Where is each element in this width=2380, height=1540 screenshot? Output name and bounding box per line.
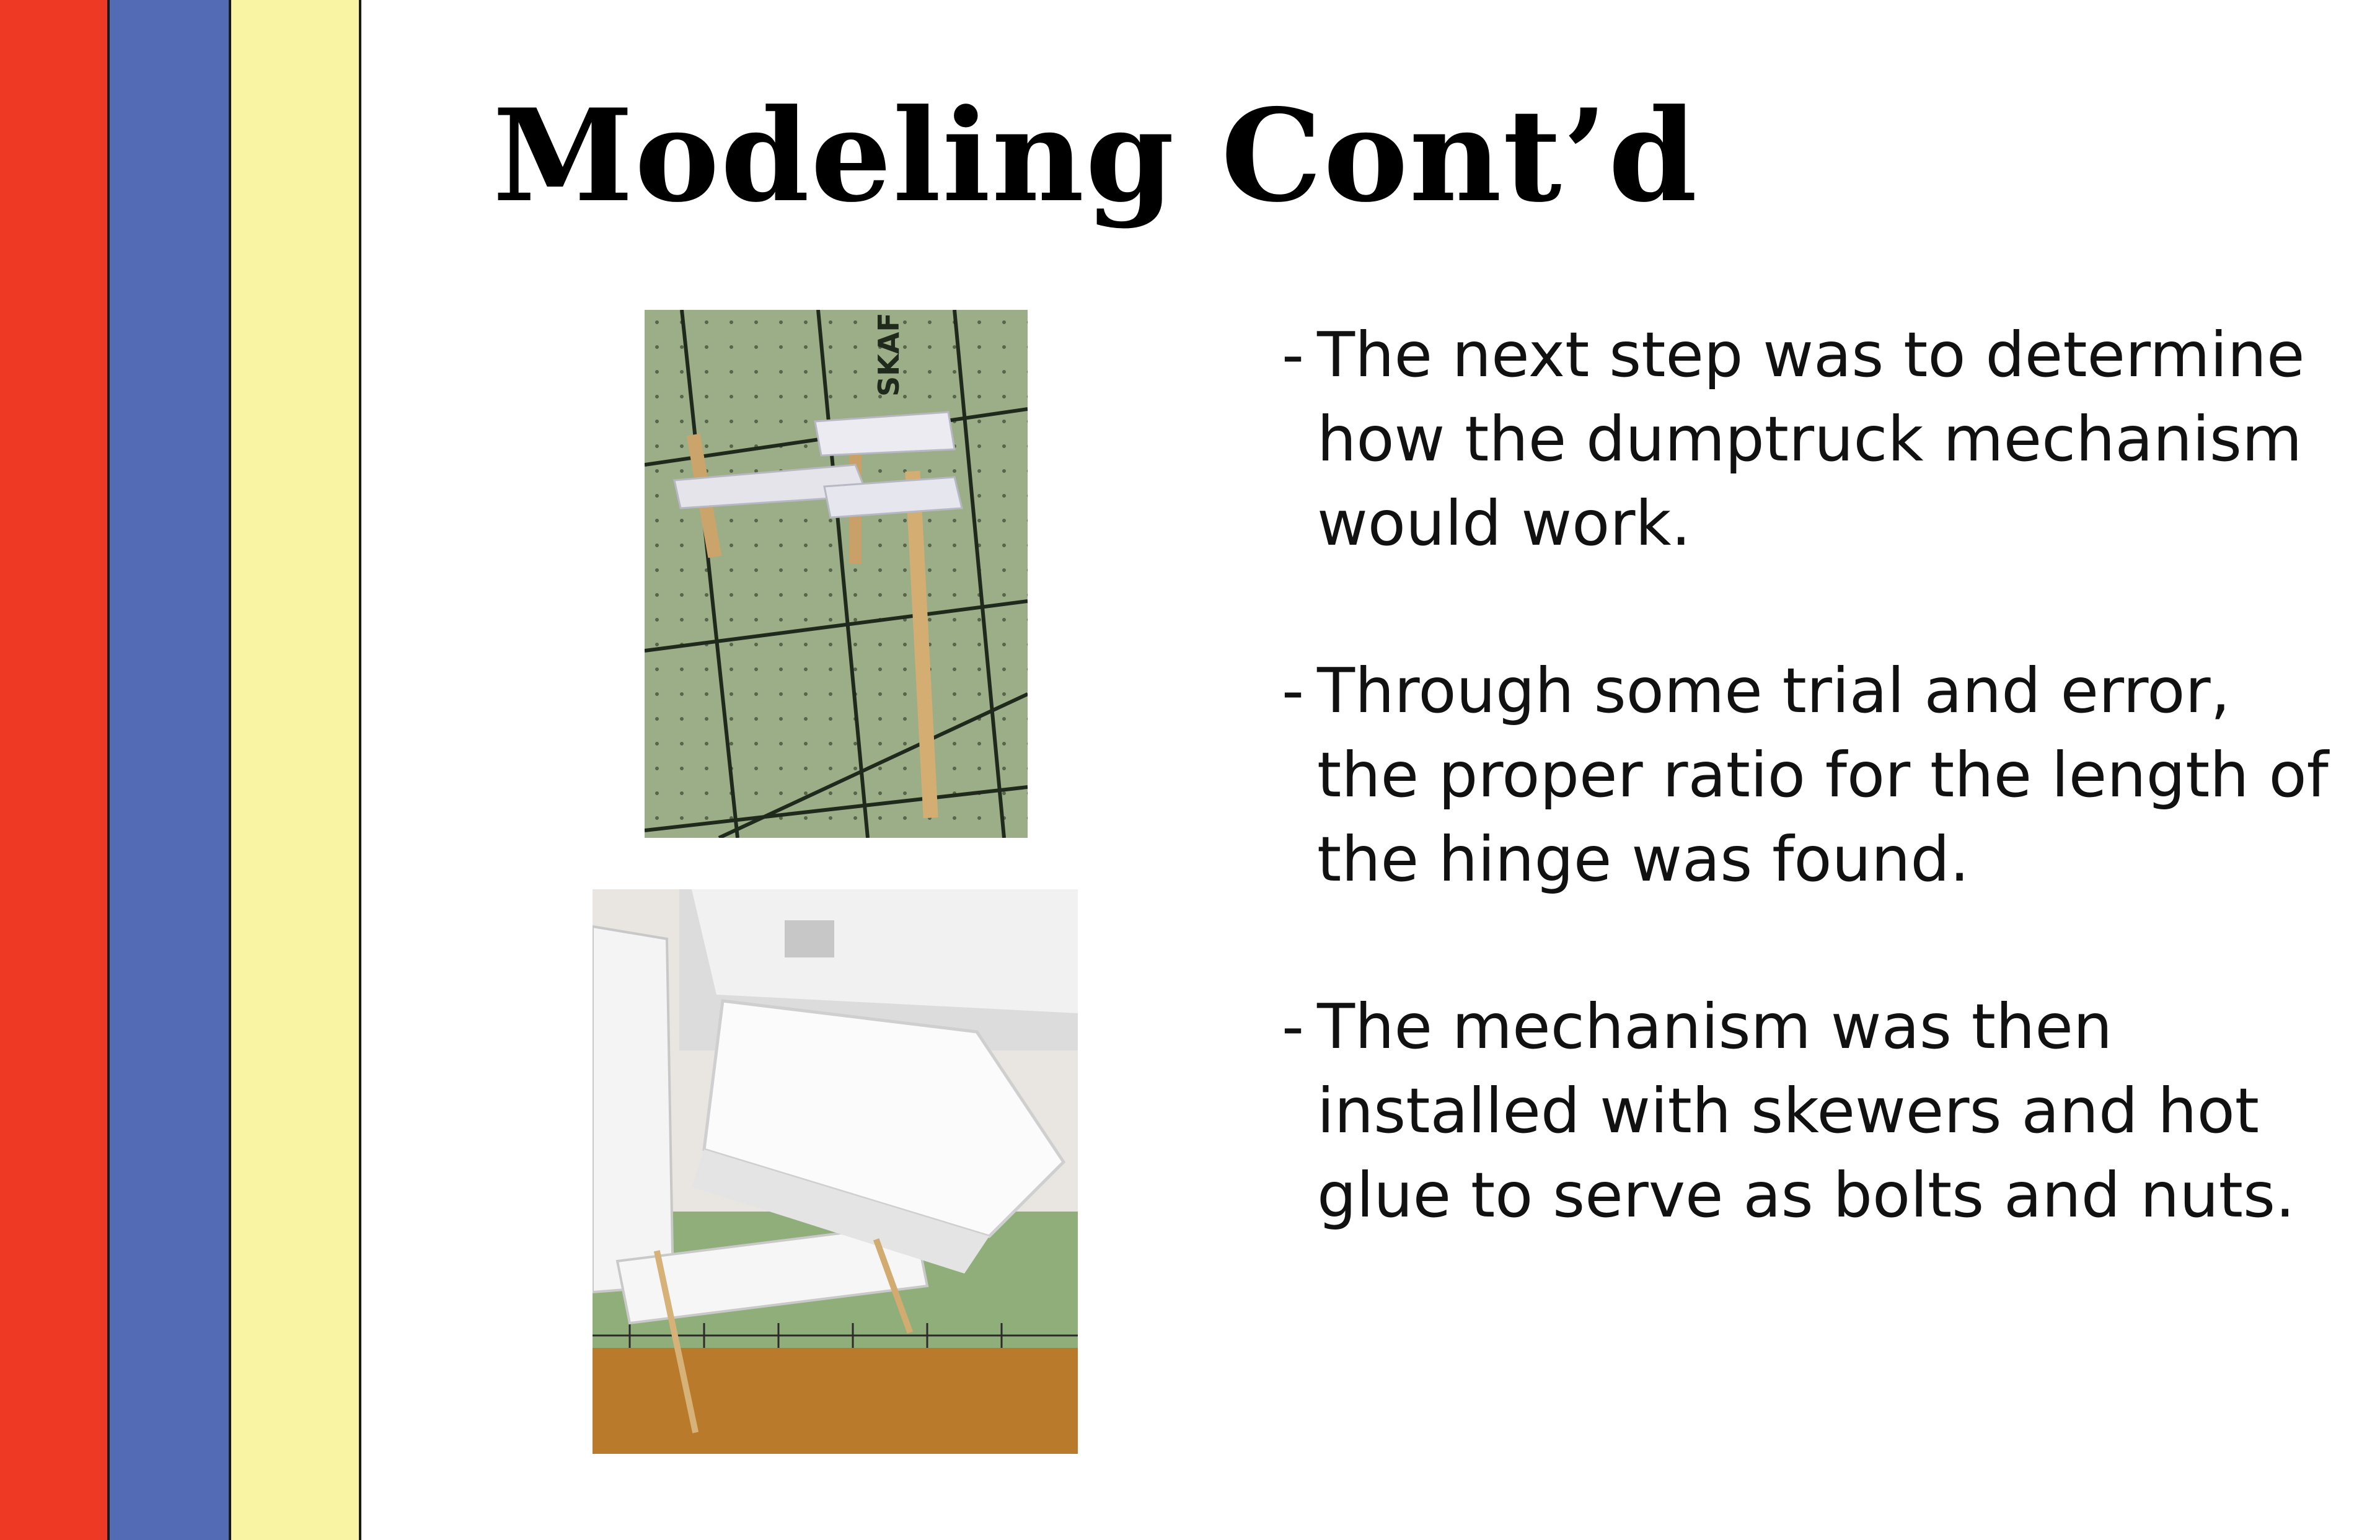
yellow-stripe — [231, 0, 361, 1540]
slide-title: Modeling Cont’d — [493, 82, 1699, 231]
blue-stripe — [110, 0, 231, 1540]
bullet-item — [1282, 313, 2335, 566]
bullet-text: The mechanism was then installed with skewers and hot glue to serve as bolts and nuts. — [1317, 990, 2295, 1231]
bullet-text: The next step was to determine how the dumptruck mechanism would work. — [1317, 319, 2305, 560]
red-stripe — [0, 0, 110, 1540]
bullet-dash: - — [1282, 319, 1305, 391]
bullet-text: Through some trial and error, the proper ratio for the length of the hinge was found. — [1317, 654, 2329, 895]
bullet-item — [1282, 985, 2335, 1238]
bullet-list — [1282, 313, 2335, 1321]
bullet-dash: - — [1282, 990, 1305, 1063]
hinge-prototype-photo — [645, 310, 1028, 838]
svg-text:SKAF: SKAF — [872, 312, 906, 397]
bullet-item — [1282, 649, 2335, 902]
bullet-dash: - — [1282, 654, 1305, 727]
installed-mechanism-photo — [593, 889, 1078, 1454]
